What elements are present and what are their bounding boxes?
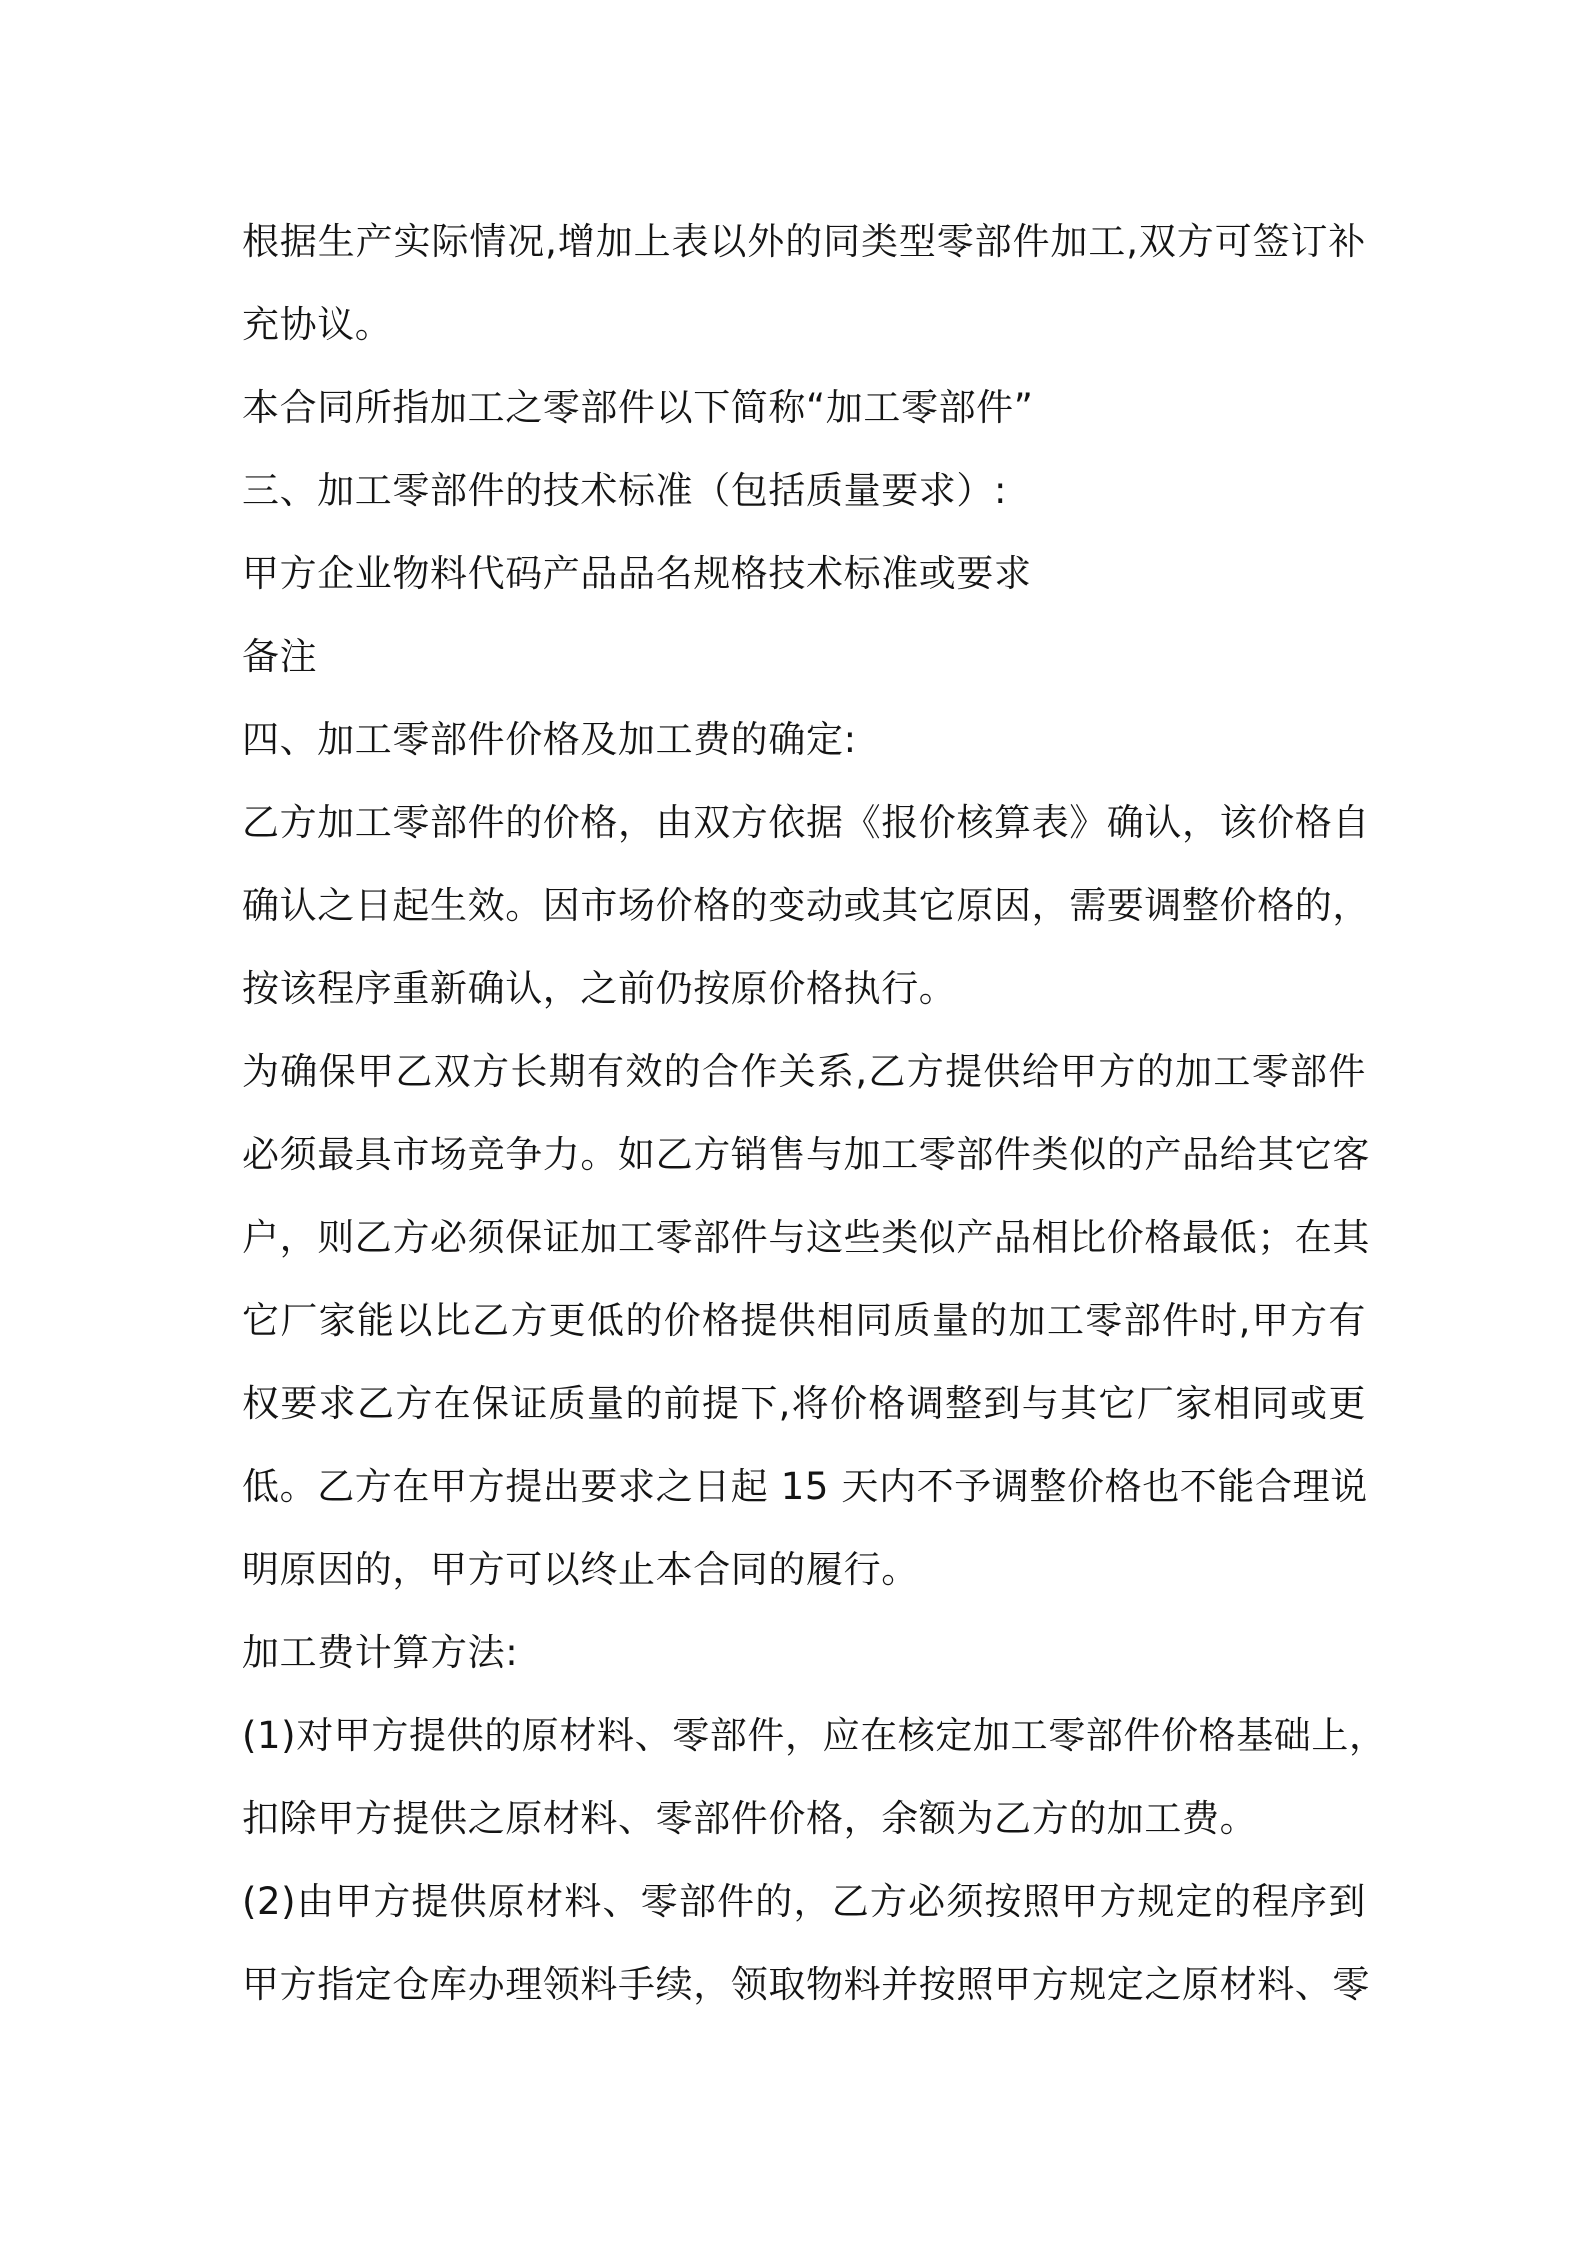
text-line: 它厂家能以比乙方更低的价格提供相同质量的加工零部件时,甲方有 xyxy=(242,1299,1366,1342)
text-line: 按该程序重新确认，之前仍按原价格执行。 xyxy=(242,967,957,1010)
document-page xyxy=(242,200,1387,2026)
text-line: 充协议。 xyxy=(242,303,393,346)
text-line: 权要求乙方在保证质量的前提下,将价格调整到与其它厂家相同或更 xyxy=(242,1382,1366,1425)
text-line: 加工费计算方法: xyxy=(242,1631,519,1674)
section-heading: 三、加工零部件的技术标准（包括质量要求）: xyxy=(242,469,1008,512)
text-line: 本合同所指加工之零部件以下简称“加工零部件” xyxy=(242,386,1034,429)
text-line: 低。乙方在甲方提出要求之日起 15 天内不予调整价格也不能合理说 xyxy=(242,1465,1368,1508)
text-line: 备注 xyxy=(242,635,318,678)
text-line: 扣除甲方提供之原材料、零部件价格，余额为乙方的加工费。 xyxy=(242,1797,1258,1840)
text-line: 甲方企业物料代码产品品名规格技术标准或要求 xyxy=(242,552,1032,595)
text-line: 根据生产实际情况,增加上表以外的同类型零部件加工,双方可签订补 xyxy=(242,220,1366,263)
text-line: 为确保甲乙双方长期有效的合作关系,乙方提供给甲方的加工零部件 xyxy=(242,1050,1366,1093)
text-line: 必须最具市场竞争力。如乙方销售与加工零部件类似的产品给其它客 xyxy=(242,1133,1370,1176)
text-line: 明原因的，甲方可以终止本合同的履行。 xyxy=(242,1548,919,1591)
text-line: (2)由甲方提供原材料、零部件的，乙方必须按照甲方规定的程序到 xyxy=(242,1880,1366,1923)
text-line: 甲方指定仓库办理领料手续，领取物料并按照甲方规定之原材料、零 xyxy=(242,1963,1370,2006)
text-line: 确认之日起生效。因市场价格的变动或其它原因，需要调整价格的， xyxy=(242,884,1370,927)
section-heading: 四、加工零部件价格及加工费的确定: xyxy=(242,718,857,761)
text-line: 户，则乙方必须保证加工零部件与这些类似产品相比价格最低；在其 xyxy=(242,1216,1370,1259)
text-line: 乙方加工零部件的价格，由双方依据《报价核算表》确认，该价格自 xyxy=(242,801,1370,844)
text-line: (1)对甲方提供的原材料、零部件，应在核定加工零部件价格基础上， xyxy=(242,1714,1387,1757)
